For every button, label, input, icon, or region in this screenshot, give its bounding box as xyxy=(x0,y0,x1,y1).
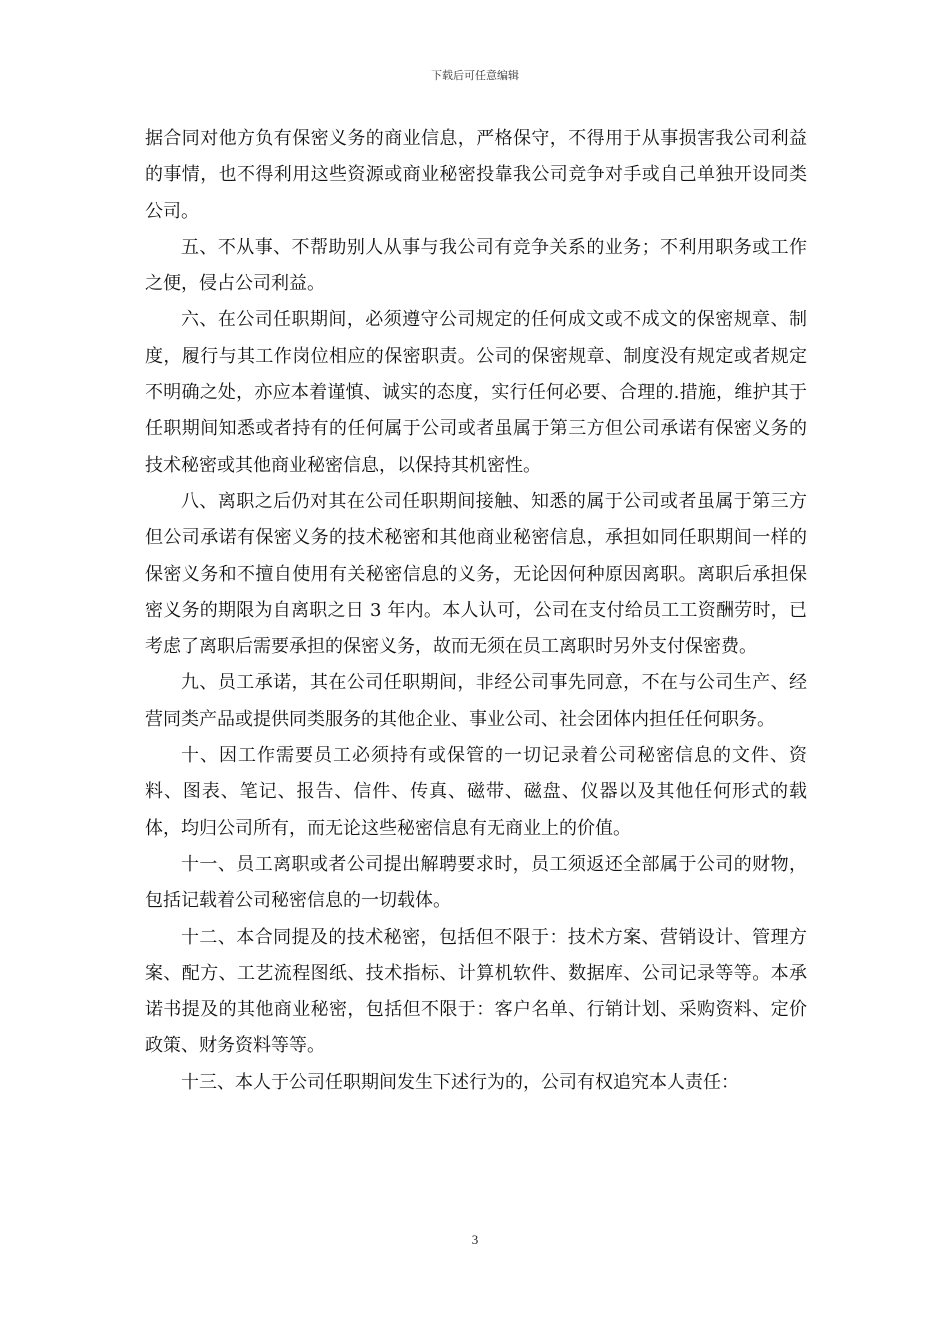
paragraph-clause-12: 十二、本合同提及的技术秘密，包括但不限于：技术方案、营销设计、管理方案、配方、工艺流程图纸、技术指标、计算机软件、数据库、公司记录等等。本承诺书提及的其他商业秘密，包括但不限于：客户名单、行销计划、采购资料、定价政策、财务资料等等。 xyxy=(145,926,807,1057)
document-body xyxy=(145,121,807,1101)
paragraph-clause-9: 九、员工承诺，其在公司任职期间，非经公司事先同意，不在与公司生产、经营同类产品或提供同类服务的其他企业、事业公司、社会团体内担任任何职务。 xyxy=(145,672,807,730)
page-number: 3 xyxy=(471,1232,479,1247)
paragraph-clause-5: 五、不从事、不帮助别人从事与我公司有竞争关系的业务；不利用职务或工作之便，侵占公司利益。 xyxy=(145,236,807,295)
paragraph-continuation: 据合同对他方负有保密义务的商业信息，严格保守，不得用于从事损害我公司利益的事情，也不得利用这些资源或商业秘密投靠我公司竞争对手或自己单独开设同类公司。 xyxy=(145,128,807,222)
paragraph-clause-13: 十三、本人于公司任职期间发生下述行为的，公司有权追究本人责任： xyxy=(181,1071,739,1093)
paragraph-clause-6: 六、在公司任职期间，必须遵守公司规定的任何成文或不成文的保密规章、制度，履行与其工作岗位相应的保密职责。公司的保密规章、制度没有规定或者规定不明确之处，亦应本着谨慎、诚实的态度，实行任何必要、合理的.措施，维护其于任职期间知悉或者持有的任何属于公司或者虽属于第三方但公司承诺有保密义务的技术秘密或其他商业秘密信息，以保持其机密性。 xyxy=(145,309,807,476)
paragraph-clause-11: 十一、员工离职或者公司提出解聘要求时，员工须返还全部属于公司的财物，包括记载着公司秘密信息的一切载体。 xyxy=(145,853,807,912)
paragraph-clause-8: 八、离职之后仍对其在公司任职期间接触、知悉的属于公司或者虽属于第三方但公司承诺有保密义务的技术秘密和其他商业秘密信息，承担如同任职期间一样的保密义务和不擅自使用有关秘密信息的义务，无论因何种原因离职。离职后承担保密义务的期限为自离职之日 3 年内。本人认可，公司在支付给员工工资酬劳时，已考虑了离职后需要承担的保密义务，故而无须在员工离职时另外支付保密费。 xyxy=(145,490,807,658)
paragraph-clause-10: 十、因工作需要员工必须持有或保管的一切记录着公司秘密信息的文件、资料、图表、笔记、报告、信件、传真、磁带、磁盘、仪器以及其他任何形式的载体，均归公司所有，而无论这些秘密信息有无商业上的价值。 xyxy=(145,745,807,839)
page-header: 下载后可任意编辑 xyxy=(431,69,519,82)
